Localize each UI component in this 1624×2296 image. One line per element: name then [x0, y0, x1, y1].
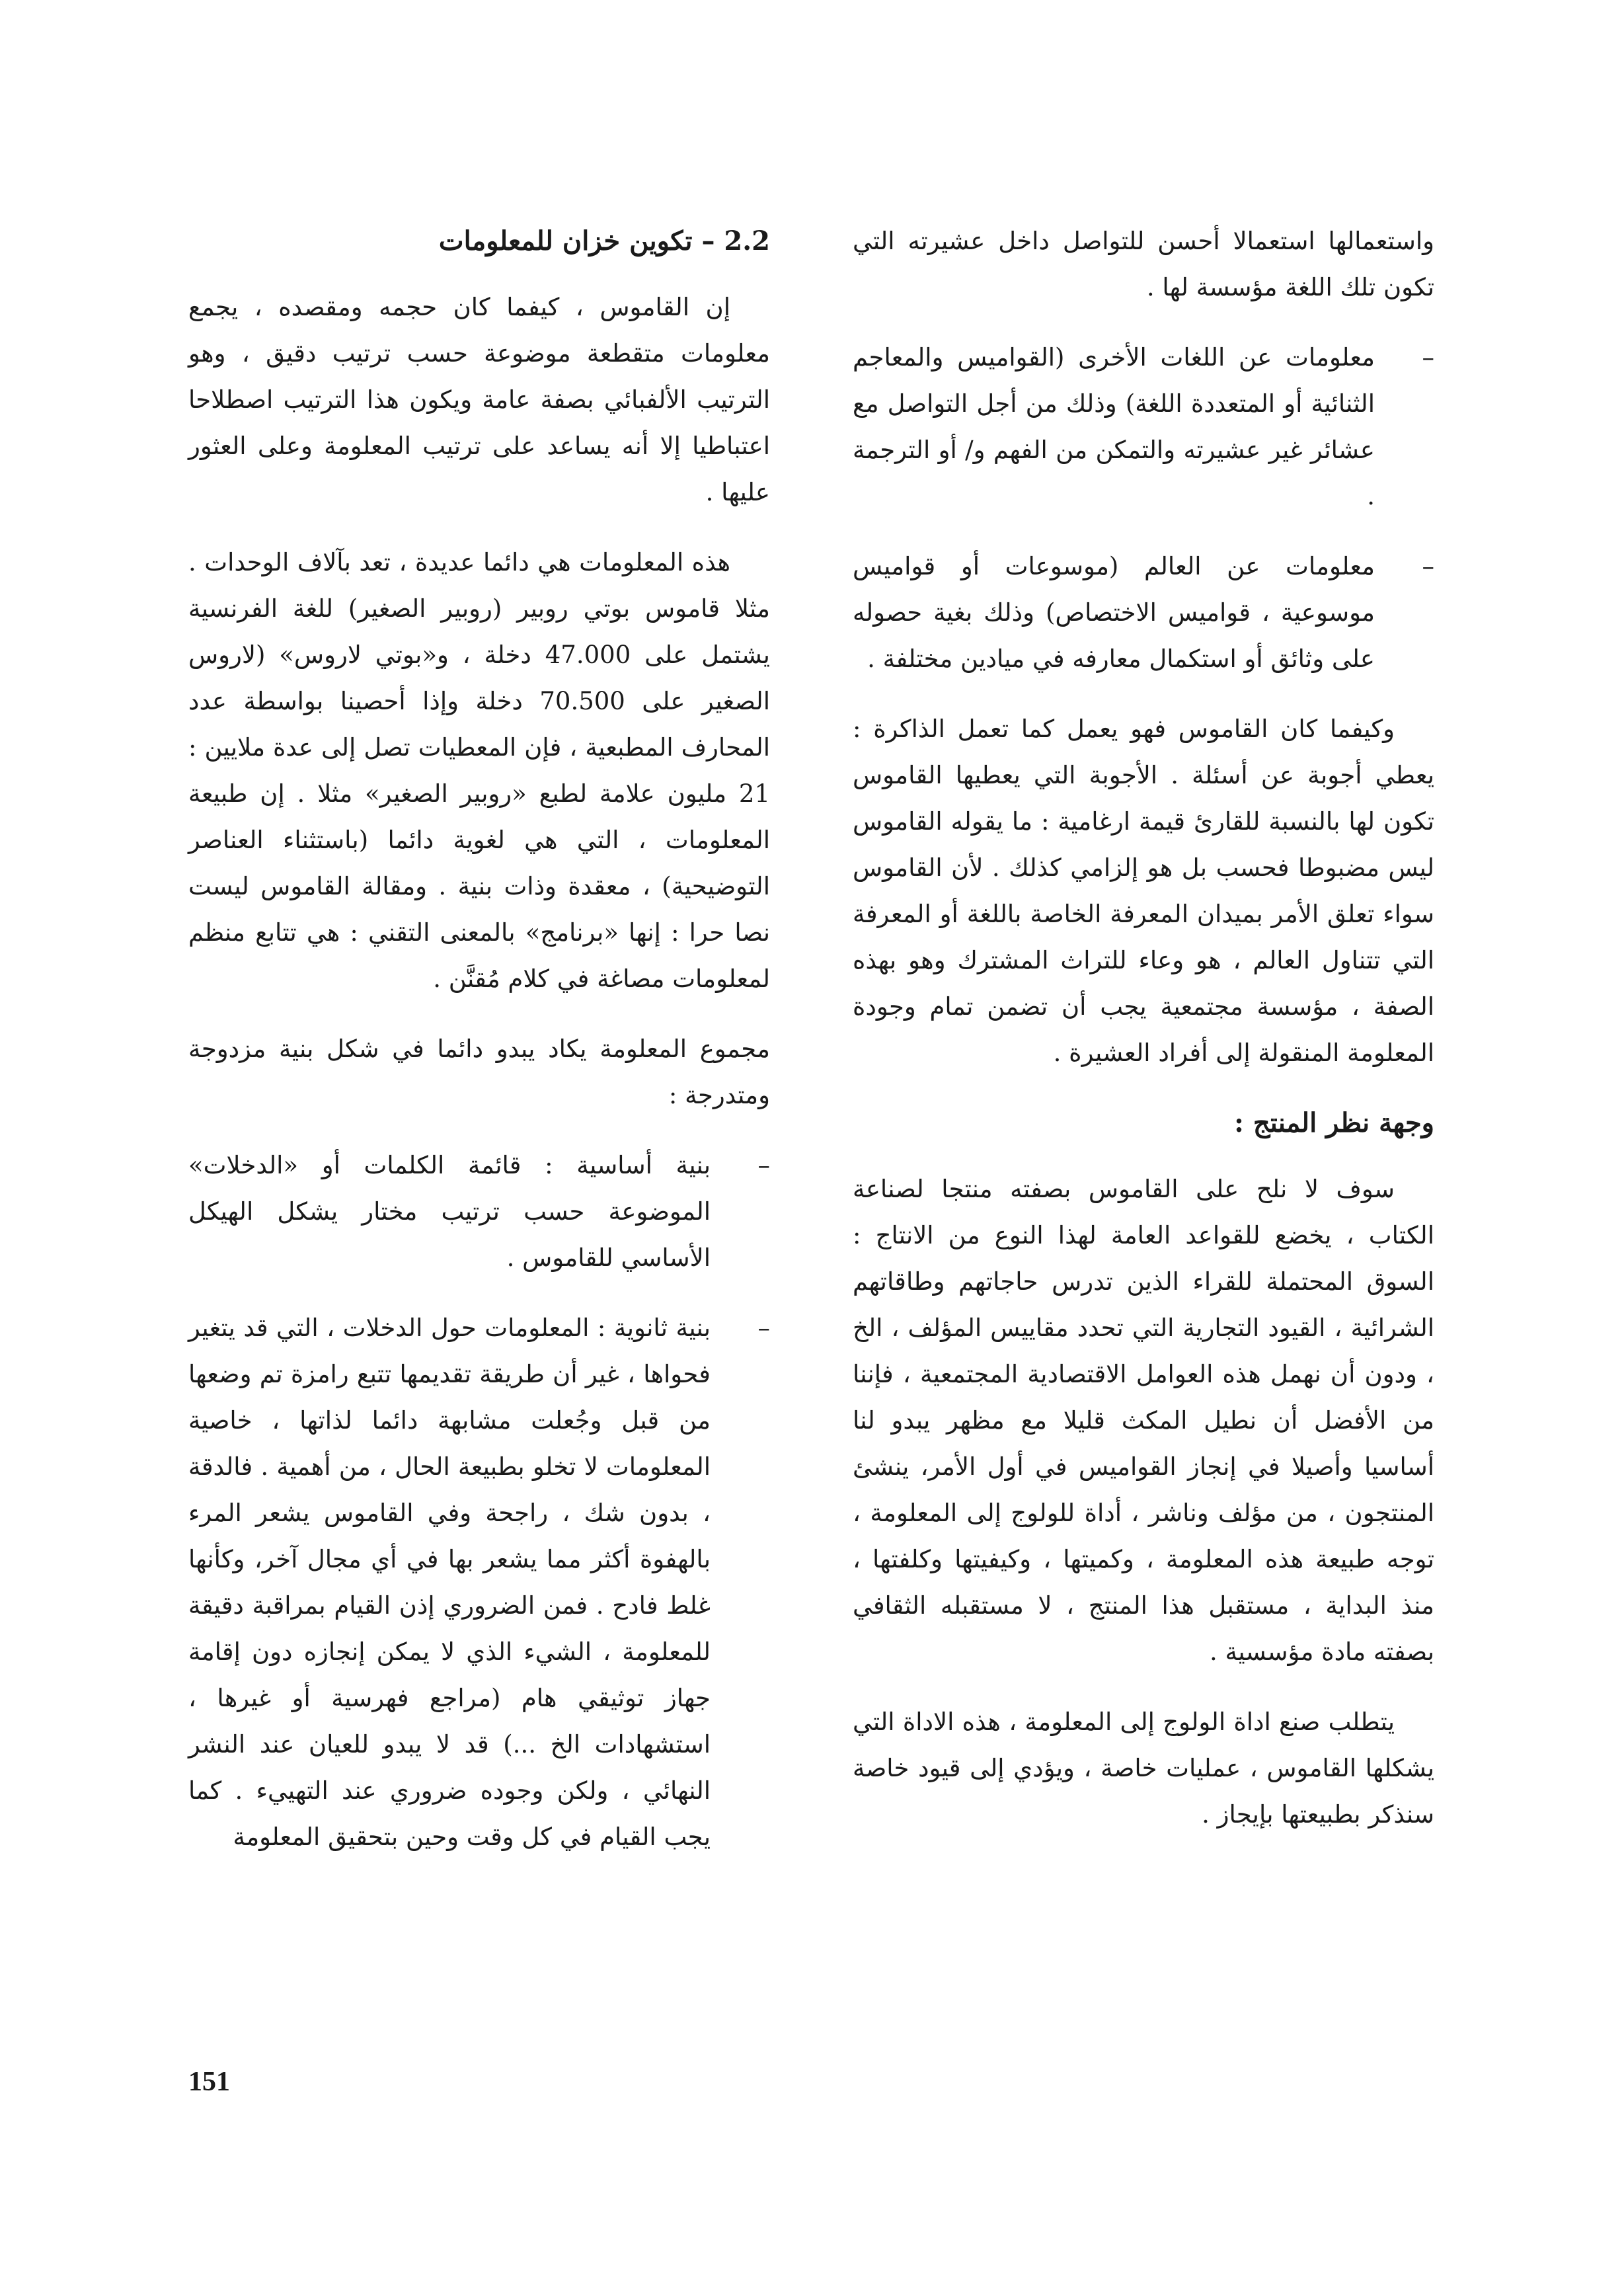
paragraph: يتطلب صنع اداة الولوج إلى المعلومة ، هذه الاداة التي يشكلها القاموس ، عمليات خاصة ، ويؤدي إلى قيود خاصة سنذكر بطبيعتها بإيجاز . [853, 1708, 1434, 1829]
dash-marker: – [757, 1314, 770, 1342]
bullet-item [188, 1305, 770, 1860]
paragraph: واستعمالها استعمالا أحسن للتواصل داخل عشيرته التي تكون تلك اللغة مؤسسة لها . [853, 227, 1434, 301]
bullet-text: بنية ثانوية : المعلومات حول الدخلات ، التي قد يتغير فحواها ، غير أن طريقة تقديمها تتبع رامزة تم وضعها من قبل وجُعلت مشابهة دائما لذاتها ، خاصية المعلومات لا تخلو بطبيعة الحال ، من أهمية . فالدقة ، بدون شك ، راجحة وفي القاموس يشعر المرء بالهفوة أكثر مما يشعر بها في أي مجال آخر، وكأنها غلط فادح . فمن الضروري إذن القيام بمراقبة دقيقة للمعلومة ، الشيء الذي لا يمكن إنجازه دون إقامة جهاز توثيقي هام (مراجع فهرسية أو غيرها ، استشهادات الخ ...) قد لا يبدو للعيان عند النشر النهائي ، ولكن وجوده ضروري عند التهييء . كما يجب القيام في كل وقت وحين بتحقيق المعلومة [188, 1314, 711, 1851]
bullet-item [853, 543, 1434, 682]
paragraph: هذه المعلومات هي دائما عديدة ، تعد بآلاف الوحدات . مثلا قاموس بوتي روبير (روبير الصغير) للغة الفرنسية يشتمل على 47.000 دخلة ، و«بوتي لاروس» (لاروس الصغير على 70.500 دخلة وإذا أحصينا بواسطة عدد المحارف المطبعية ، فإن المعطيات تصل إلى عدة ملايين : 21 مليون علامة لطبع «روبير الصغير» مثلا . إن طبيعة المعلومات ، التي هي لغوية دائما (باستثناء العناصر التوضيحية) ، معقدة وذات بنية . ومقالة القاموس ليست نصا حرا : إنها «برنامج» بالمعنى التقني : هي تتابع منظم لمعلومات مصاغة في كلام مُقنَّن . [188, 548, 770, 993]
dash-marker: – [1422, 343, 1434, 372]
dash-marker: – [757, 1151, 770, 1179]
dash-marker: – [1422, 552, 1434, 580]
bullet-text: بنية أساسية : قائمة الكلمات أو «الدخلات» الموضوعة حسب ترتيب مختار يشكل الهيكل الأساسي للقاموس . [188, 1151, 711, 1272]
left-column [188, 218, 770, 1884]
paragraph: إن القاموس ، كيفما كان حجمه ومقصده ، يجمع معلومات متقطعة موضوعة حسب ترتيب دقيق ، وهو الترتيب الألفبائي بصفة عامة ويكون هذا الترتيب اصطلاحا اعتباطيا إلا أنه يساعد على ترتيب المعلومة وعلى العثور عليها . [188, 293, 770, 506]
section-heading: وجهة نظر المنتج : [1234, 1107, 1434, 1138]
bullet-item [853, 335, 1434, 520]
section-heading: 2.2 – تكوين خزان للمعلومات [438, 225, 770, 257]
bullet-text: معلومات عن اللغات الأخرى (القواميس والمعاجم الثنائية أو المتعددة اللغة) وذلك من أجل التواصل مع عشائر غير عشيرته والتمكن من الفهم و/ أو الترجمة . [853, 343, 1375, 510]
page-number: 151 [188, 2067, 230, 2097]
paragraph: وكيفما كان القاموس فهو يعمل كما تعمل الذاكرة : يعطي أجوبة عن أسئلة . الأجوبة التي يعطيها القاموس تكون لها بالنسبة للقارئ قيمة ارغامية : ما يقوله القاموس ليس مضبوطا فحسب بل هو إلزامي كذلك . لأن القاموس سواء تعلق الأمر بميدان المعرفة الخاصة باللغة أو المعرفة التي تتناول العالم ، هو وعاء للتراث المشترك وهو بهذه الصفة ، مؤسسة مجتمعية يجب أن تضمن تمام وجودة المعلومة المنقولة إلى أفراد العشيرة . [853, 715, 1434, 1067]
paragraph: سوف لا نلح على القاموس بصفته منتجا لصناعة الكتاب ، يخضع للقواعد العامة لهذا النوع من الانتاج : السوق المحتملة للقراء الذين تدرس حاجاتهم وطاقاتهم الشرائية ، القيود التجارية التي تحدد مقاييس المؤلف ، الخ ، ودون أن نهمل هذه العوامل الاقتصادية المجتمعية ، فإننا من الأفضل أن نطيل المكث قليلا مع مظهر يبدو لنا أساسيا وأصيلا في إنجاز القواميس في أول الأمر، ينشئ المنتجون ، من مؤلف وناشر ، أداة للولوج إلى المعلومة ، توجه طبيعة هذه المعلومة ، وكميتها ، وكيفيتها وكلفتها ، منذ البداية ، مستقبل هذا المنتج ، لا مستقبله الثقافي بصفته مادة مؤسسية . [853, 1175, 1434, 1666]
bullet-text: معلومات عن العالم (موسوعات أو قواميس موسوعية ، قواميس الاختصاص) وذلك بغية حصوله على وثائق أو استكمال معارفه في ميادين مختلفة . [853, 552, 1375, 673]
right-column [853, 218, 1434, 1862]
paragraph: مجموع المعلومة يكاد يبدو دائما في شكل بنية مزدوجة ومتدرجة : [188, 1035, 770, 1109]
bullet-item [188, 1142, 770, 1281]
